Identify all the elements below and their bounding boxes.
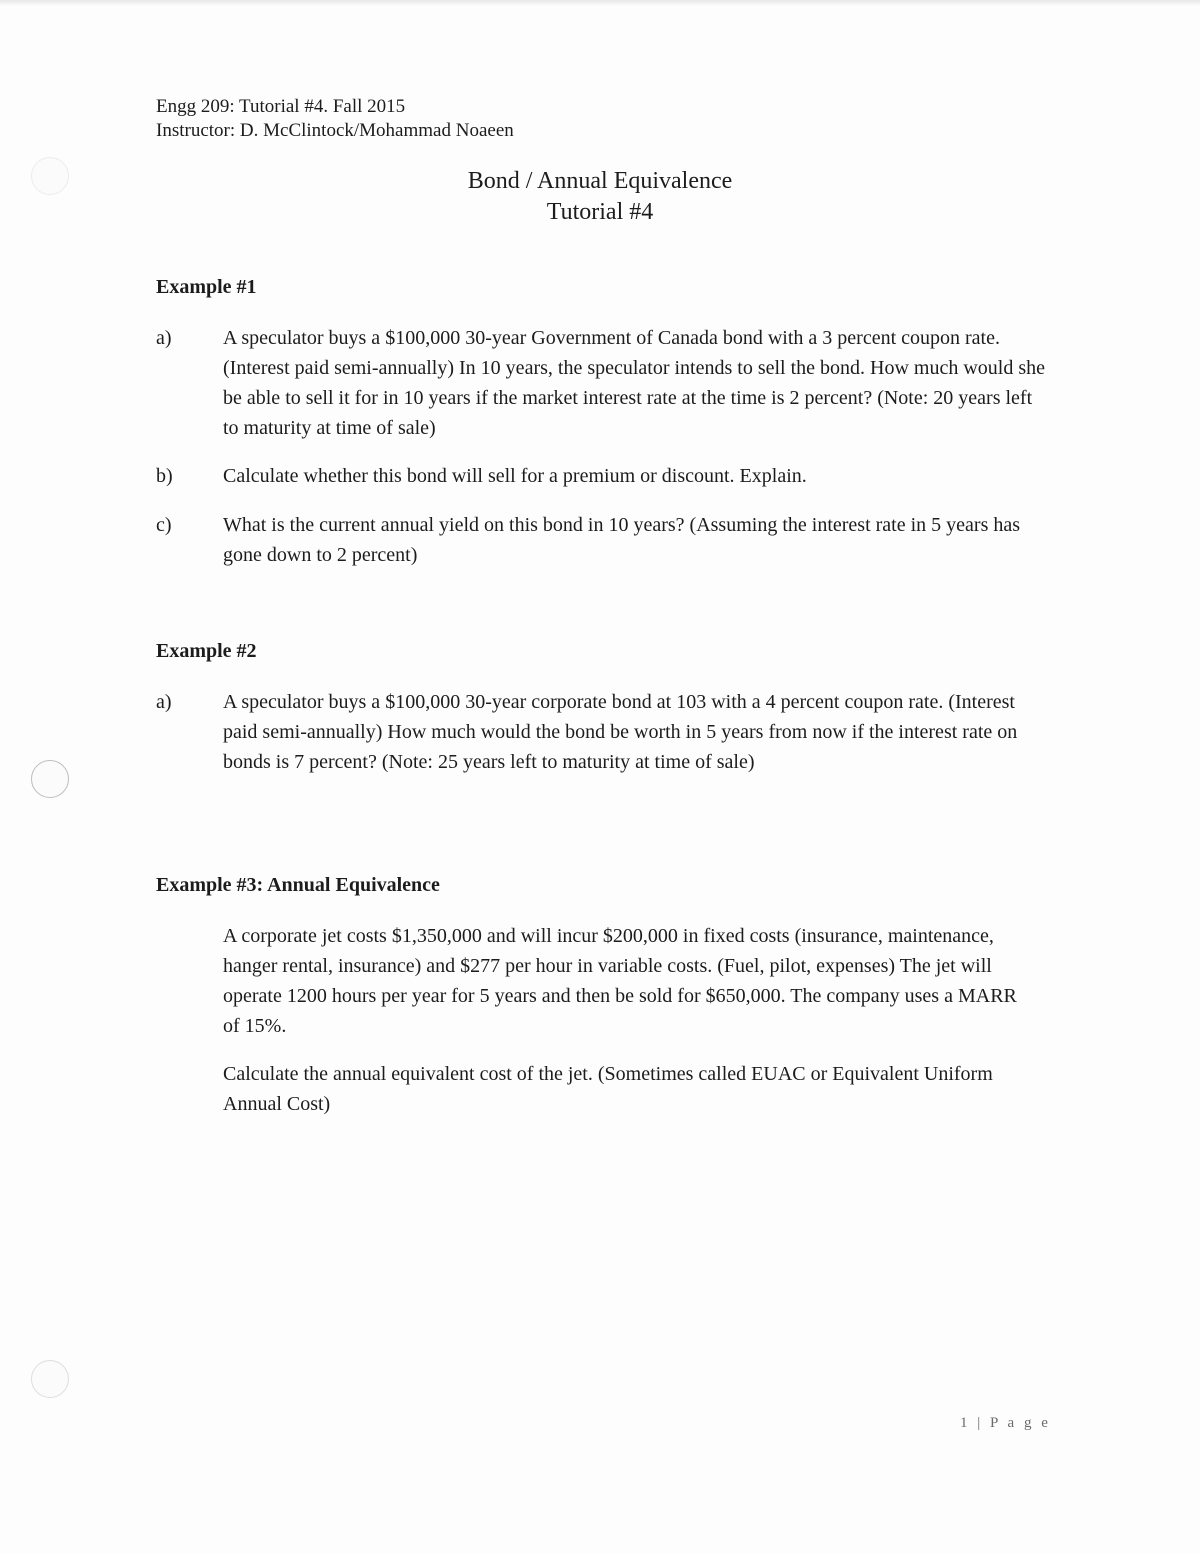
example3-heading: Example #3: Annual Equivalence: [156, 874, 440, 896]
example1-question-a: [156, 323, 1046, 443]
question-text: A speculator buys a $100,000 30-year corporate bond at 103 with a 4 percent coupon rate. (Interest paid semi-annually) How much would the bond be worth in 5 years from now if the interest rate on bonds is 7 percent? (Note: 25 years left to maturity at time of sale): [223, 691, 1018, 773]
punch-hole-bottom: [31, 1360, 69, 1398]
document-header: [156, 95, 514, 143]
question-label: a): [156, 691, 172, 713]
question-text: What is the current annual yield on this bond in 10 years? (Assuming the interest rate in 5 years has gone down to 2 percent): [223, 514, 1021, 566]
page-title: Bond / Annual Equivalence: [467, 168, 733, 194]
example2-question-a: [156, 687, 1046, 777]
example3-paragraph-2: Calculate the annual equivalent cost of the jet. (Sometimes called EUAC or Equivalent Uniform Annual Cost): [223, 1063, 993, 1115]
punch-hole-middle: [31, 760, 69, 798]
example1-heading: Example #1: [156, 276, 257, 298]
example1-question-b: [156, 461, 1046, 491]
example1-question-c: [156, 510, 1046, 570]
question-label: c): [156, 514, 172, 536]
question-text: Calculate whether this bond will sell for a premium or discount. Explain.: [223, 465, 807, 487]
question-label: b): [156, 465, 173, 487]
example2-heading: Example #2: [156, 640, 257, 662]
title-block: [0, 166, 1200, 228]
page-subtitle: Tutorial #4: [546, 199, 654, 225]
question-text: A speculator buys a $100,000 30-year Government of Canada bond with a 3 percent coupon rate. (Interest paid semi-annually) In 10 years, the speculator intends to sell the bond. How much would she be able to sell it for in 10 years if the market interest rate at the time is 2 percent? (Note: 20 years left to maturity at time of sale): [223, 327, 1046, 439]
scan-edge: [0, 0, 1200, 6]
question-label: a): [156, 327, 172, 349]
page-number: 1 | P a g e: [960, 1415, 1051, 1431]
course-line: Engg 209: Tutorial #4. Fall 2015: [156, 96, 406, 117]
instructor-line: Instructor: D. McClintock/Mohammad Noaeen: [156, 120, 514, 141]
example3-paragraph-1: A corporate jet costs $1,350,000 and will incur $200,000 in fixed costs (insurance, maintenance, hanger rental, insurance) and $277 per hour in variable costs. (Fuel, pilot, expenses) The jet will operate 1200 hours per year for 5 years and then be sold for $650,000. The company uses a MARR of 15%.: [223, 925, 1017, 1037]
